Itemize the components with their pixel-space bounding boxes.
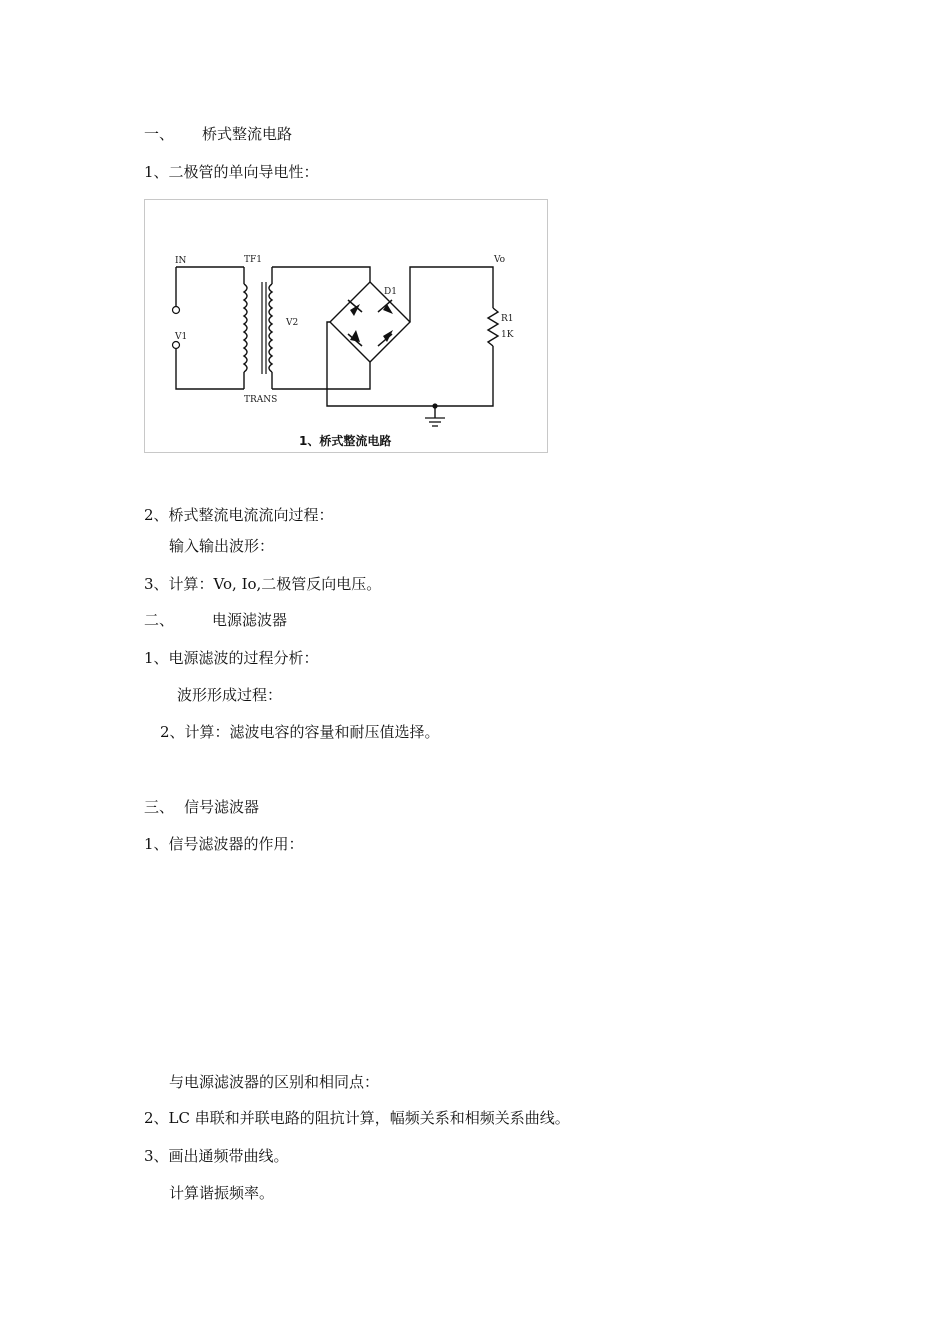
input-bottom-wire [176, 349, 244, 389]
diode-3 [348, 330, 362, 346]
section-2-heading [144, 610, 287, 630]
label-d1: D1 [384, 287, 397, 297]
transformer-secondary-coil [269, 284, 272, 372]
item-waveform-forming: 波形形成过程： [177, 686, 283, 704]
bridge-rectifier-figure [144, 199, 548, 453]
figure-caption: 1、桥式整流电路 [299, 434, 392, 448]
transformer-primary-coil [244, 284, 247, 372]
item-lc-impedance: 2、LC 串联和并联电路的阻抗计算，幅频关系和相频关系曲线。 [144, 1109, 570, 1127]
diode-4 [378, 330, 393, 346]
secondary-bottom-wire [272, 362, 370, 389]
section-number: 一、 [144, 125, 175, 143]
load-resistor [488, 308, 498, 346]
item-differences: 与电源滤波器的区别和相同点： [169, 1073, 380, 1091]
item-signal-filter-role: 1、信号滤波器的作用： [144, 835, 304, 853]
output-return-wire [327, 322, 493, 406]
label-tf1: TF1 [244, 255, 262, 265]
section-1-heading [144, 124, 292, 144]
diode-bridge [330, 282, 410, 362]
label-r1: R1 [501, 314, 514, 324]
item-capacitor-selection: 2、计算：滤波电容的容量和耐压值选择。 [160, 723, 440, 741]
label-r1-value: 1K [501, 330, 514, 340]
circuit-diagram [145, 200, 549, 454]
diode-1 [348, 300, 362, 316]
input-terminal-2 [173, 342, 180, 349]
item-resonant-frequency: 计算谐振频率。 [169, 1184, 275, 1202]
section-title: 信号滤波器 [184, 798, 260, 816]
input-terminal-1 [173, 307, 180, 314]
section-number: 三、 [144, 798, 175, 816]
item-filter-analysis: 1、电源滤波的过程分析： [144, 649, 319, 667]
label-v1: V1 [175, 332, 188, 342]
secondary-top-wire [272, 267, 370, 282]
item-passband-curve: 3、画出通频带曲线。 [144, 1147, 289, 1165]
section-title: 桥式整流电路 [202, 125, 293, 143]
item-io-waveform: 输入输出波形： [169, 537, 275, 555]
label-vo: Vo [494, 255, 506, 265]
section-title: 电源滤波器 [212, 611, 288, 629]
item-diode-conductivity: 1、二极管的单向导电性： [144, 163, 319, 181]
label-trans: TRANS [244, 395, 278, 405]
output-positive-wire [410, 267, 493, 322]
label-v2: V2 [286, 318, 299, 328]
section-number: 二、 [144, 611, 175, 629]
label-in: IN [175, 256, 187, 266]
section-3-heading [144, 797, 259, 817]
item-current-flow: 2、桥式整流电流流向过程： [144, 506, 334, 524]
item-calculation: 3、计算：Vo, Io,二极管反向电压。 [144, 575, 382, 593]
